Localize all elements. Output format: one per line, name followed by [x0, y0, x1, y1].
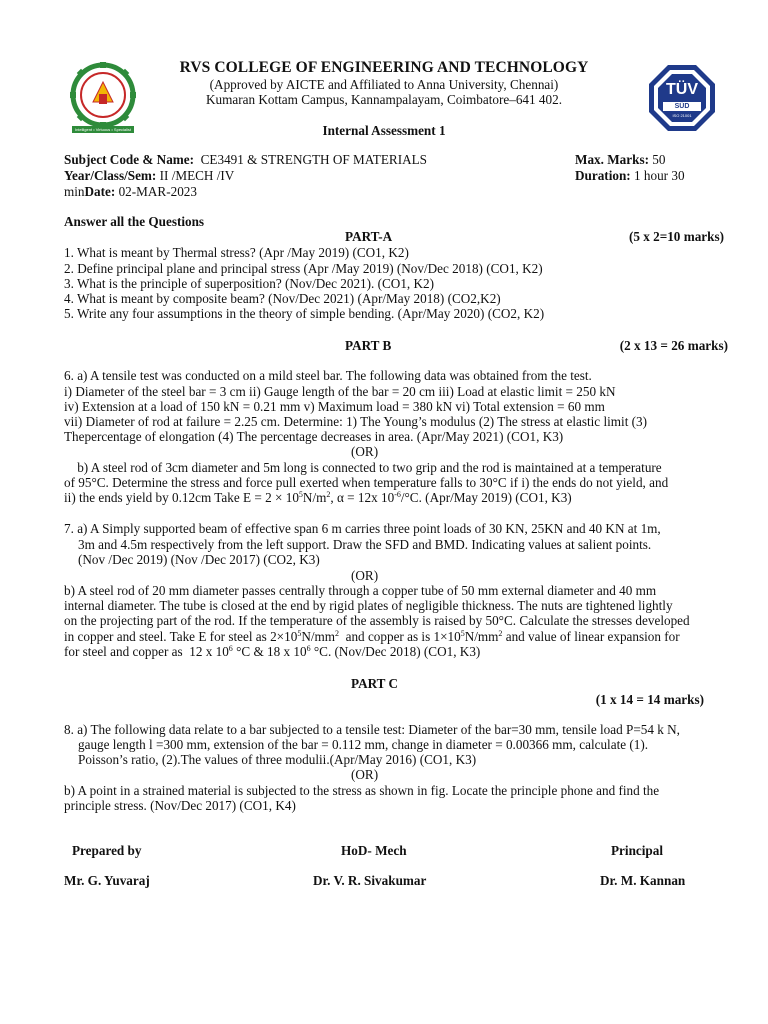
question-8a-line: Poisson’s ratio, (2).The values of three modulii.(Apr/May 2016) (CO1, K3) — [78, 752, 477, 767]
question-6a-line: 6. a) A tensile test was conducted on a mild steel bar. The following data was obtained from the test. — [64, 368, 592, 383]
question-7b-line: for steel and copper as 12 x $10^6$ °C & 18 x $10^6$ °C. (Nov/Dec 2018) (CO1, K3) — [64, 644, 481, 659]
max-marks: Max. Marks: 50 — [575, 152, 666, 167]
question-6a-line: i) Diameter of the steel bar = 3 cm ii) Gauge length of the bar = 20 cm iii) Load at elastic limit = 250 kN — [64, 384, 616, 399]
question-7a-line: 3m and 4.5m respectively from the left support. Draw the SFD and BMD. Indicating values at salient points. — [78, 537, 652, 552]
instructions: Answer all the Questions — [64, 214, 205, 229]
question-4: 4. What is meant by composite beam? (Nov/Dec 2021) (Apr/May 2018) (CO2,K2) — [64, 291, 501, 306]
question-7a-line: 7. a) A Simply supported beam of effective span 6 m carries three point loads of 30 KN, 25KN and 40 KN at 1m, — [64, 521, 661, 536]
part-b-heading: PART B — [345, 338, 392, 353]
question-2: 2. Define principal plane and principal stress (Apr /May 2019) (Nov/Dec 2018) (CO1, K2) — [64, 261, 543, 276]
question-8a-line: gauge length l =300 mm, extension of the bar = 0.112 mm, change in diameter = 0.00366 mm, calculate (1). — [78, 737, 649, 752]
part-a-heading: PART-A — [345, 229, 393, 244]
question-6a-line: Thepercentage of elongation (4) The percentage decreases in area. (Apr/May 2021) (CO1, K3) — [64, 429, 564, 444]
college-logo: Intelligent • Virtuous • Specialist — [66, 62, 140, 134]
or-divider: (OR) — [351, 444, 379, 459]
exam-date: minDate: 02-MAR-2023 — [64, 184, 197, 199]
assessment-title: Internal Assessment 1 — [322, 123, 446, 138]
hod-label: HoD- Mech — [341, 843, 407, 858]
question-8b-line: b) A point in a strained material is subjected to the stress as shown in fig. Locate the principle phone and find the — [64, 783, 660, 798]
question-7a-line: (Nov /Dec 2019) (Nov /Dec 2017) (CO2, K3) — [78, 552, 320, 567]
duration: Duration: 1 hour 30 — [575, 168, 685, 183]
hod-name: Dr. V. R. Sivakumar — [313, 873, 427, 888]
question-1: 1. What is meant by Thermal stress? (Apr /May 2019) (CO1, K2) — [64, 245, 409, 260]
tuv-text: TÜV — [666, 81, 698, 98]
prepared-by-name: Mr. G. Yuvaraj — [64, 873, 150, 888]
part-a-marks: (5 x 2=10 marks) — [628, 229, 724, 244]
year-class-sem: Year/Class/Sem: II /MECH /IV — [64, 168, 235, 183]
address-line: Kumaran Kottam Campus, Kannampalayam, Coimbatore–641 402. — [206, 92, 562, 107]
question-6a-line: iv) Extension at a load of 150 kN = 0.21 mm v) Maximum load = 380 kN vi) Total extension = 60 mm — [64, 399, 605, 414]
principal-label: Principal — [611, 843, 664, 858]
question-8b-line: principle stress. (Nov/Dec 2017) (CO1, K4) — [64, 798, 296, 813]
question-7b-line: b) A steel rod of 20 mm diameter passes centrally through a copper tube of 50 mm external diameter and 40 mm — [64, 583, 657, 598]
part-c-heading: PART C — [351, 676, 399, 691]
subject-line: Subject Code & Name: CE3491 & STRENGTH OF MATERIALS — [64, 152, 428, 167]
or-divider: (OR) — [351, 568, 379, 583]
question-6b-line: of 95°C. Determine the stress and force pull exerted when temperature falls to 30°C if i) the ends do not yield, and — [64, 475, 669, 490]
question-3: 3. What is the principle of superposition? (Nov/Dec 2021). (CO1, K2) — [64, 276, 435, 291]
or-divider: (OR) — [351, 767, 379, 782]
question-7b-line: on the projecting part of the rod. If the temperature of the assembly is raised by 50°C. Calculate the stresses developed — [64, 613, 690, 628]
question-6b-line: ii) the ends yield by 0.12cm Take $E = 2 \times 10^5N/m^2$, α = 12x $10^{-6}/^\circ C$. (Apr/May 2019) (CO1, K3) — [64, 490, 572, 505]
question-7b-line: internal diameter. The tube is closed at the end by rigid plates of negligible thickness. The nuts are tightened lightly — [64, 598, 673, 613]
question-5: 5. Write any four assumptions in the theory of simple bending. (Apr/May 2020) (CO2, K2) — [64, 306, 545, 321]
prepared-by-label: Prepared by — [72, 843, 142, 858]
approval-line: (Approved by AICTE and Affiliated to Anna University, Chennai) — [209, 77, 559, 92]
sud-text: SÜD — [674, 103, 690, 110]
college-name: RVS COLLEGE OF ENGINEERING AND TECHNOLOGY — [179, 59, 589, 76]
part-c-marks: (1 x 14 = 14 marks) — [595, 692, 704, 707]
question-6b-line: b) A steel rod of 3cm diameter and 5m long is connected to two grip and the rod is maintained at a temperature — [64, 460, 662, 475]
question-7b-line: in copper and steel. Take E for steel as $2\times 10^5N/mm^2$ and copper as is $1\times 10^5N/mm^2$ and value of linear expansion for — [64, 629, 680, 644]
principal-name: Dr. M. Kannan — [600, 873, 686, 888]
question-6a-line: vii) Diameter of rod at failure = 2.25 cm. Determine: 1) The Young’s modulus (2) The stress at elastic limit (3) — [64, 414, 648, 429]
iso-text: ISO 21001 — [672, 113, 692, 118]
question-8a-line: 8. a) The following data relate to a bar subjected to a tensile test: Diameter of the bar=30 mm, tensile load P=54 k N, — [64, 722, 680, 737]
part-b-marks: (2 x 13 = 26 marks) — [619, 338, 728, 353]
